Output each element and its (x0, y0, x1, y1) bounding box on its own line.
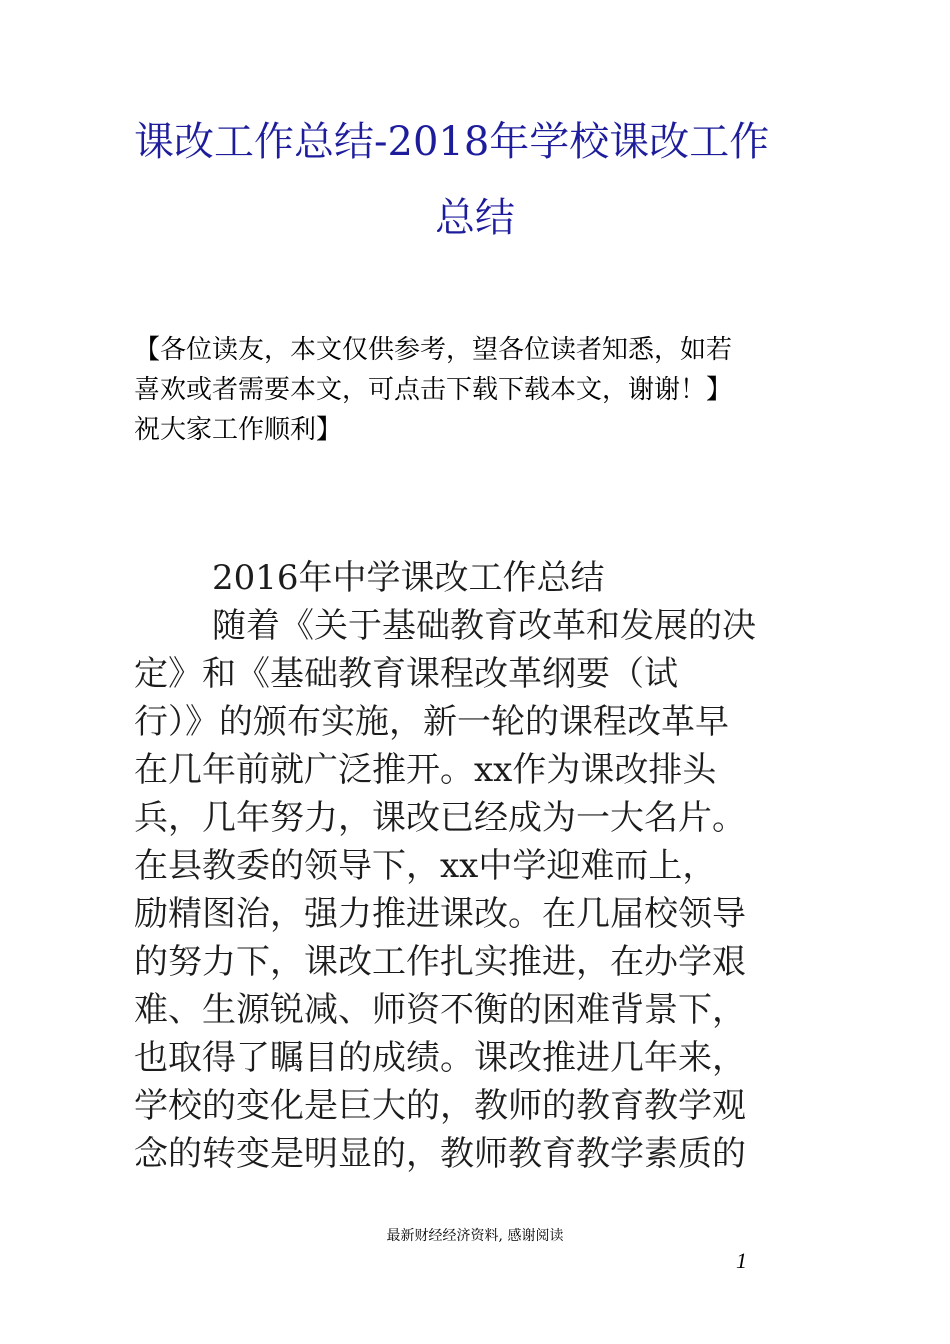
page-footer: 最新财经经济资料, 感谢阅读 (386, 1228, 564, 1244)
body-line: 念的转变是明显的，教师教育教学素质的 (134, 1134, 746, 1174)
document-title-line-2: 总结 (435, 195, 515, 241)
notice-line-1: 【各位读友，本文仅供参考，望各位读者知悉，如若 (134, 335, 733, 365)
body-line: 的努力下，课改工作扎实推进，在办学艰 (134, 942, 746, 982)
body-line: 兵，几年努力，课改已经成为一大名片。 (134, 798, 746, 838)
body-line: 随着《关于基础教育改革和发展的决 (212, 606, 756, 646)
body-line: 定》和《基础教育课程改革纲要（试 (134, 654, 678, 694)
body-line: 难、生源锐减、师资不衡的困难背景下， (134, 990, 746, 1030)
document-title-line-1: 课改工作总结-2018年学校课改工作 (134, 119, 770, 165)
body-line: 学校的变化是巨大的，教师的教育教学观 (134, 1086, 746, 1126)
page-number: 1 (736, 1248, 747, 1273)
body-line: 在几年前就广泛推开。xx作为课改排头 (134, 750, 717, 790)
body-line: 励精图治，强力推进课改。在几届校领导 (134, 894, 746, 934)
body-line: 在县教委的领导下，xx中学迎难而上， (134, 846, 717, 886)
body-line: 行）》的颁布实施，新一轮的课程改革早 (134, 702, 729, 742)
notice-line-2: 喜欢或者需要本文，可点击下载下载本文，谢谢！】 (134, 375, 733, 405)
section-heading: 2016年中学课改工作总结 (212, 558, 605, 598)
body-line: 也取得了瞩目的成绩。课改推进几年来， (134, 1038, 746, 1078)
notice-line-3: 祝大家工作顺利】 (134, 415, 343, 445)
